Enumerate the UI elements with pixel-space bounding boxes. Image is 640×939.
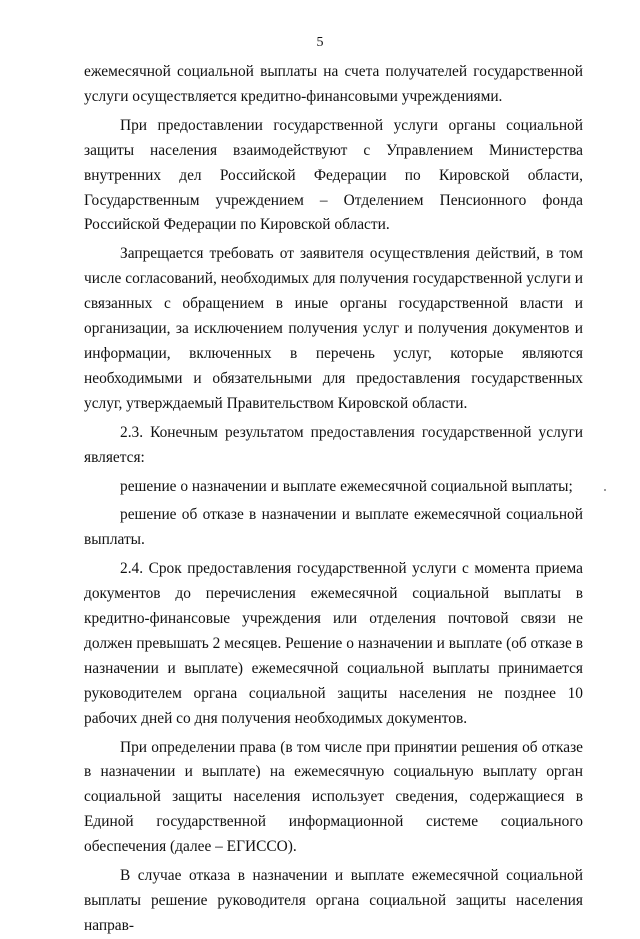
page-number: 5 xyxy=(316,35,324,50)
paragraph-term-2-4: 2.4. Срок предоставления государственной услуги с момента приема документов до перечисления ежемесячной социальной выплаты в кредитно-финансовые учреждения или отделения почтовой связи не должен превышать 2 месяцев. Решение о назначении и выплате (об отказе в назначении и выплате) ежемесячной социальной выплаты принимается руководителем органа социальной защиты населения не позднее 10 рабочих дней со дня получения необходимых документов. xyxy=(84,560,583,727)
document-body xyxy=(84,60,583,939)
margin-speck xyxy=(604,489,606,491)
paragraph-refusal-notice: В случае отказа в назначении и выплате ежемесячной социальной выплаты решение руководителя органа социальной защиты населения направ- xyxy=(84,867,583,934)
paragraph-egisso: При определении права (в том числе при принятии решения об отказе в назначении и выплате) на ежемесячную социальную выплату орган социальной защиты населения использует сведения, содержащиеся в Единой государственной информационной системе социального обеспечения (далее – ЕГИССО). xyxy=(84,738,583,856)
paragraph-payment-institutions: ежемесячной социальной выплаты на счета получателей государственной услуги осуществляется кредитно-финансовыми учреждениями. xyxy=(84,63,583,105)
paragraph-result-2-3: 2.3. Конечным результатом предоставления государственной услуги является: xyxy=(84,423,583,466)
paragraph-interaction: При предоставлении государственной услуги органы социальной защиты населения взаимодействуют с Управлением Министерства внутренних дел Российской Федерации по Кировской области, Государственным учреждением – Отделением Пенсионного фонда Российской Федерации по Кировской области. xyxy=(84,116,583,234)
paragraph-decision-assign: решение о назначении и выплате ежемесячной социальной выплаты; xyxy=(120,477,573,495)
paragraph-prohibition: Запрещается требовать от заявителя осуществления действий, в том числе согласований, необходимых для получения государственной услуги и связанных с обращением в иные органы государственной власти и организации, за исключением получения услуг и получения документов и информации, включенных в перечень услуг, которые являются необходимыми и обязательными для предоставления государственных услуг, утверждаемый Правительством Кировской области. xyxy=(84,245,583,412)
paragraph-decision-refuse: решение об отказе в назначении и выплате ежемесячной социальной выплаты. xyxy=(84,506,583,549)
